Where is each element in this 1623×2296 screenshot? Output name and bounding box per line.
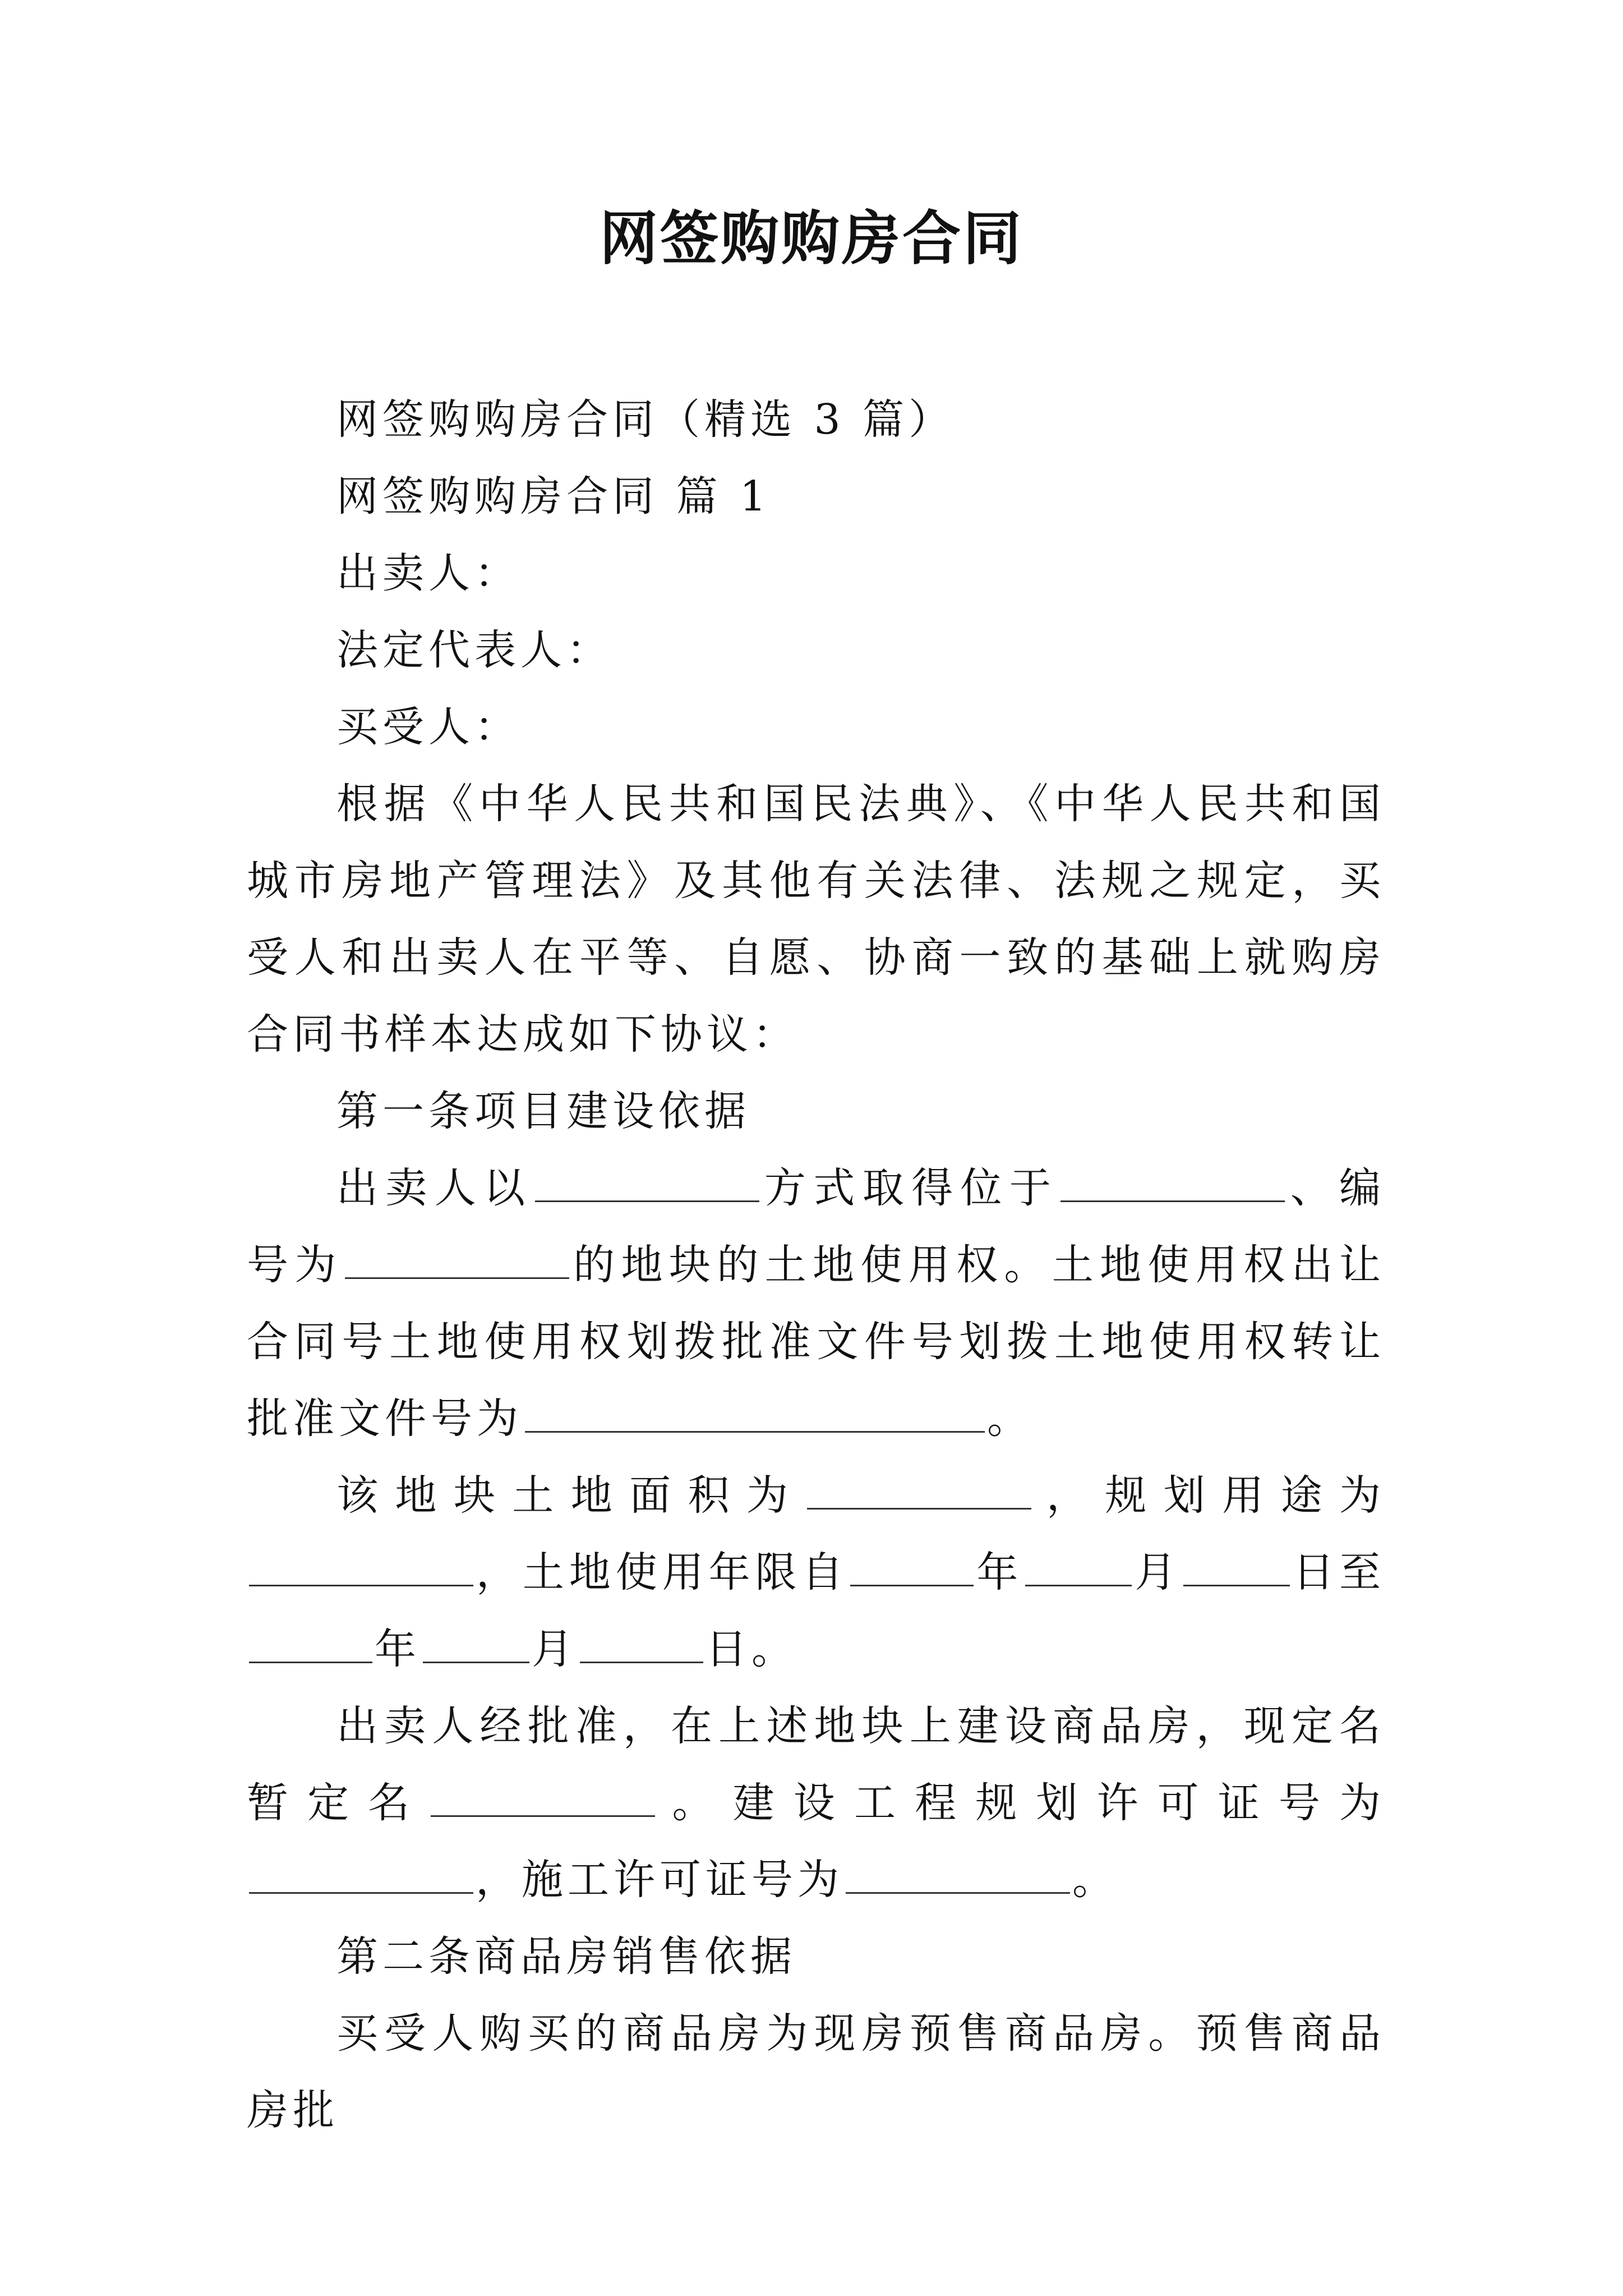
- text-segment: ，施工许可证号为: [476, 1856, 843, 1904]
- text-segment: ，土地使用年限自: [476, 1548, 849, 1596]
- party-legal-rep-label: 法定代表人：: [336, 626, 612, 674]
- blank-acquisition-method[interactable]: [535, 1161, 759, 1202]
- blank-construction-permit[interactable]: [846, 1853, 1070, 1894]
- article-2-paragraph-1: 买受人购买的商品房为现房预售商品房。预售商品房批: [247, 2009, 1385, 2134]
- blank-start-day[interactable]: [1183, 1545, 1290, 1586]
- text-segment: 年: [976, 1548, 1023, 1596]
- text-segment: 月: [532, 1625, 578, 1673]
- text-segment: 出卖人以: [336, 1164, 533, 1212]
- text-segment: 月: [1134, 1548, 1182, 1596]
- part-heading: 网签购购房合同 篇 1: [336, 472, 771, 521]
- subtitle: 网签购购房合同（精选 3 篇）: [336, 395, 955, 444]
- text-segment: 。: [1072, 1856, 1118, 1904]
- blank-end-day[interactable]: [580, 1622, 703, 1663]
- text-segment: 的地块的土地使用权。土地使用权出让合同号土地使用权划拨批准文件号划拨土地使用权转让批准文件号为: [247, 1241, 1386, 1443]
- text-segment: 。建设工程规划许可证号为: [657, 1779, 1386, 1827]
- blank-start-year[interactable]: [850, 1545, 974, 1586]
- party-buyer-label: 买受人：: [336, 703, 520, 751]
- blank-approval-number[interactable]: [525, 1392, 985, 1433]
- article-1-paragraph-2: [247, 1457, 1385, 1688]
- text-segment: ，规划用途为: [1034, 1471, 1386, 1520]
- blank-end-year[interactable]: [249, 1622, 372, 1663]
- blank-parcel-number[interactable]: [345, 1238, 569, 1279]
- blank-location[interactable]: [1061, 1161, 1285, 1202]
- article-1-paragraph-3: [247, 1688, 1385, 1918]
- blank-end-month[interactable]: [423, 1622, 529, 1663]
- intro-paragraph: 根据《中华人民共和国民法典》、《中华人民共和国城市房地产管理法》及其他有关法律、法规之规定，买受人和出卖人在平等、自愿、协商一致的基础上就购房合同书样本达成如下协议：: [247, 780, 1385, 1059]
- document-body: [247, 381, 1385, 2149]
- text-segment: 该地块土地面积为: [336, 1471, 805, 1520]
- text-segment: 年: [375, 1625, 421, 1673]
- text-segment: 。: [987, 1395, 1033, 1443]
- blank-land-area[interactable]: [807, 1469, 1031, 1510]
- text-segment: 日。: [706, 1625, 797, 1673]
- text-segment: 出卖人经批准，在上述地块上建设商品房，现定名暂定名: [247, 1702, 1385, 1827]
- document-title: 网签购购房合同: [599, 204, 1023, 273]
- blank-project-name[interactable]: [431, 1776, 655, 1817]
- article-1-paragraph-1: [247, 1150, 1385, 1457]
- article-1-heading: 第一条项目建设依据: [336, 1087, 750, 1135]
- text-segment: 日至: [1292, 1548, 1386, 1596]
- text-segment: 、编号为: [247, 1164, 1386, 1289]
- blank-planning-permit[interactable]: [249, 1853, 473, 1894]
- article-2-heading: 第二条商品房销售依据: [336, 1932, 796, 1981]
- blank-planned-use[interactable]: [249, 1545, 473, 1586]
- blank-start-month[interactable]: [1025, 1545, 1132, 1586]
- text-segment: 方式取得位于: [761, 1164, 1059, 1212]
- party-seller-label: 出卖人：: [336, 549, 520, 597]
